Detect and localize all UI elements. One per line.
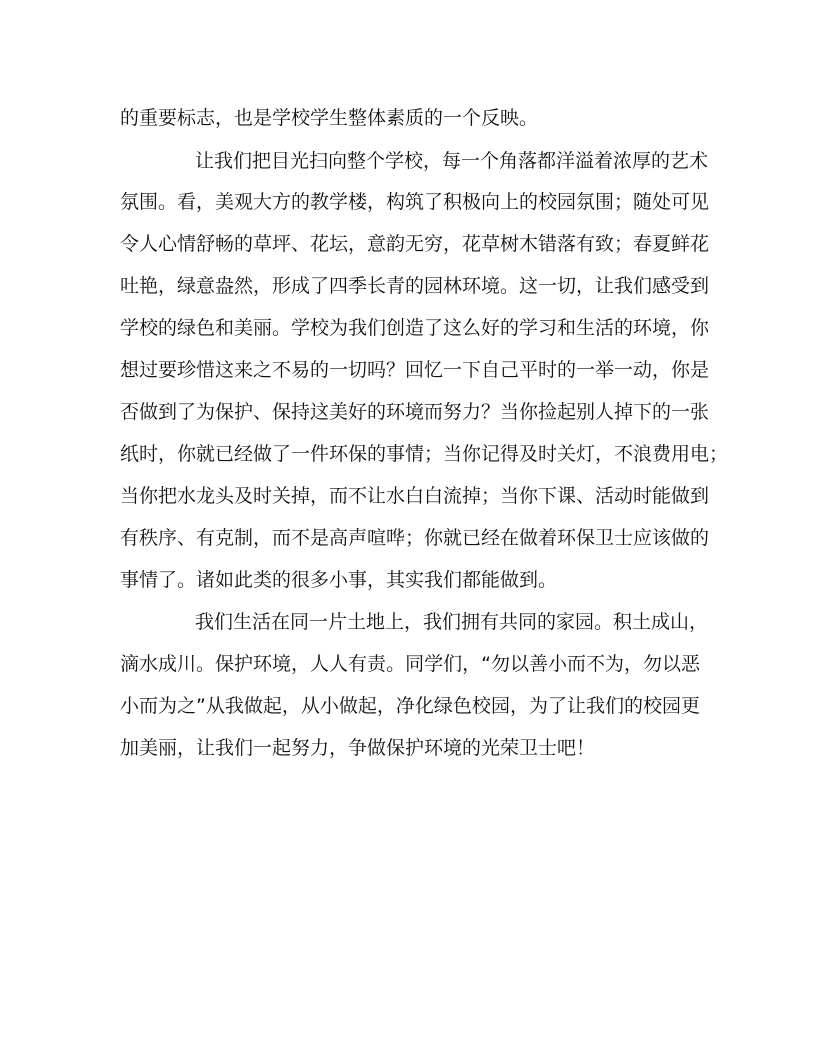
text-line: 事情了。诸如此类的很多小事，其实我们都能做到。: [120, 569, 558, 591]
text-line: 加美丽，让我们一起努力，争做保护环境的光荣卫士吧！: [120, 737, 596, 759]
text-line: 有秩序、有克制，而不是高声喧哗；你就已经在做着环保卫士应该做的: [120, 527, 710, 549]
text-line: 让我们把目光扫向整个学校，每一个角落都洋溢着浓厚的艺术: [195, 150, 709, 172]
text-line: 令人心情舒畅的草坪、花坛，意韵无穷，花草树木错落有致；春夏鲜花: [120, 233, 710, 255]
text-line: 想过要珍惜这来之不易的一切吗？回忆一下自己平时的一举一动，你是: [120, 359, 710, 381]
text-line: 纸时，你就已经做了一件环保的事情；当你记得及时关灯，不浪费用电；: [120, 443, 729, 465]
text-line: 学校的绿色和美丽。学校为我们创造了这么好的学习和生活的环境，你: [120, 317, 710, 339]
text-line: 否做到了为保护、保持这美好的环境而努力？当你捡起别人掉下的一张: [120, 401, 710, 423]
text-line: 的重要标志，也是学校学生整体素质的一个反映。: [120, 107, 539, 129]
text-line: 吐艳，绿意盎然，形成了四季长青的园林环境。这一切，让我们感受到: [120, 275, 710, 297]
text-line: 氛围。看，美观大方的教学楼，构筑了积极向上的校园氛围；随处可见: [120, 191, 710, 213]
text-line: 当你把水龙头及时关掉，而不让水白白流掉；当你下课、活动时能做到: [120, 485, 710, 507]
text-line: 我们生活在同一片土地上，我们拥有共同的家园。积土成山，: [195, 611, 709, 633]
text-line: 滴水成川。保护环境，人人有责。同学们，“勿以善小而不为，勿以恶: [120, 653, 700, 675]
text-line: 小而为之”从我做起，从小做起，净化绿色校园，为了让我们的校园更: [120, 695, 700, 717]
